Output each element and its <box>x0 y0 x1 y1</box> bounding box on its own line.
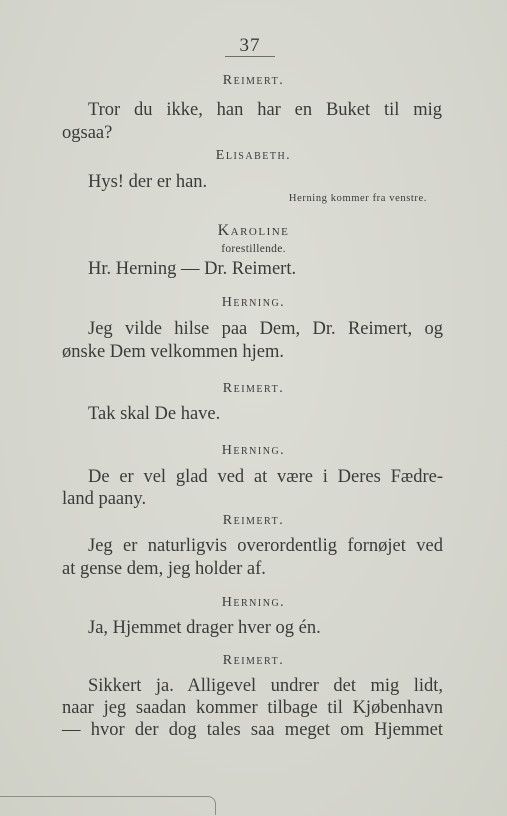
page-number: 37 <box>225 36 275 57</box>
dialogue-line: Hys! der er han. <box>88 172 208 192</box>
speaker-elisabeth: Elisabeth. <box>215 148 292 163</box>
dialogue-line: ønske Dem velkommen hjem. <box>62 342 284 362</box>
dialogue-line: Tak skal De have. <box>88 404 221 424</box>
speaker-reimert: Reimert. <box>222 381 285 396</box>
dialogue-line: Tror du ikke, han har en Buket til mig <box>88 100 442 120</box>
speaker-reimert: Reimert. <box>222 653 285 668</box>
dialogue-line: naar jeg saadan kommer tilbage til Kjøbenhavn <box>62 698 443 718</box>
dialogue-line: Ja, Hjemmet drager hver og én. <box>88 618 321 638</box>
dialogue-line: Sikkert ja. Alligevel undrer det mig lidt, <box>88 676 443 696</box>
speaker-herning: Herning. <box>221 595 286 610</box>
speaker-reimert: Reimert. <box>222 73 285 88</box>
dialogue-line: De er vel glad ved at være i Deres Fædre- <box>88 467 443 487</box>
dialogue-line: land paany. <box>62 489 147 509</box>
speaker-reimert: Reimert. <box>222 513 285 528</box>
page-edge-mark <box>0 796 216 815</box>
dialogue-line: at gense dem, jeg holder af. <box>62 559 266 579</box>
speaker-herning: Herning. <box>221 443 286 458</box>
speaker-herning: Herning. <box>221 295 286 310</box>
dialogue-line: ogsaa? <box>62 123 113 143</box>
speaker-karoline: Karoline <box>217 222 290 239</box>
dialogue-line: Jeg vilde hilse paa Dem, Dr. Reimert, og <box>88 319 443 339</box>
dialogue-line: — hvor der dog tales saa meget om Hjemmet <box>62 720 443 740</box>
dialogue-line: Jeg er naturligvis overordentlig fornøjet ved <box>88 536 443 556</box>
dialogue-line: Hr. Herning — Dr. Reimert. <box>88 259 297 279</box>
stage-direction: Herning kommer fra venstre. <box>288 193 427 204</box>
stage-direction: forestillende. <box>221 243 286 255</box>
